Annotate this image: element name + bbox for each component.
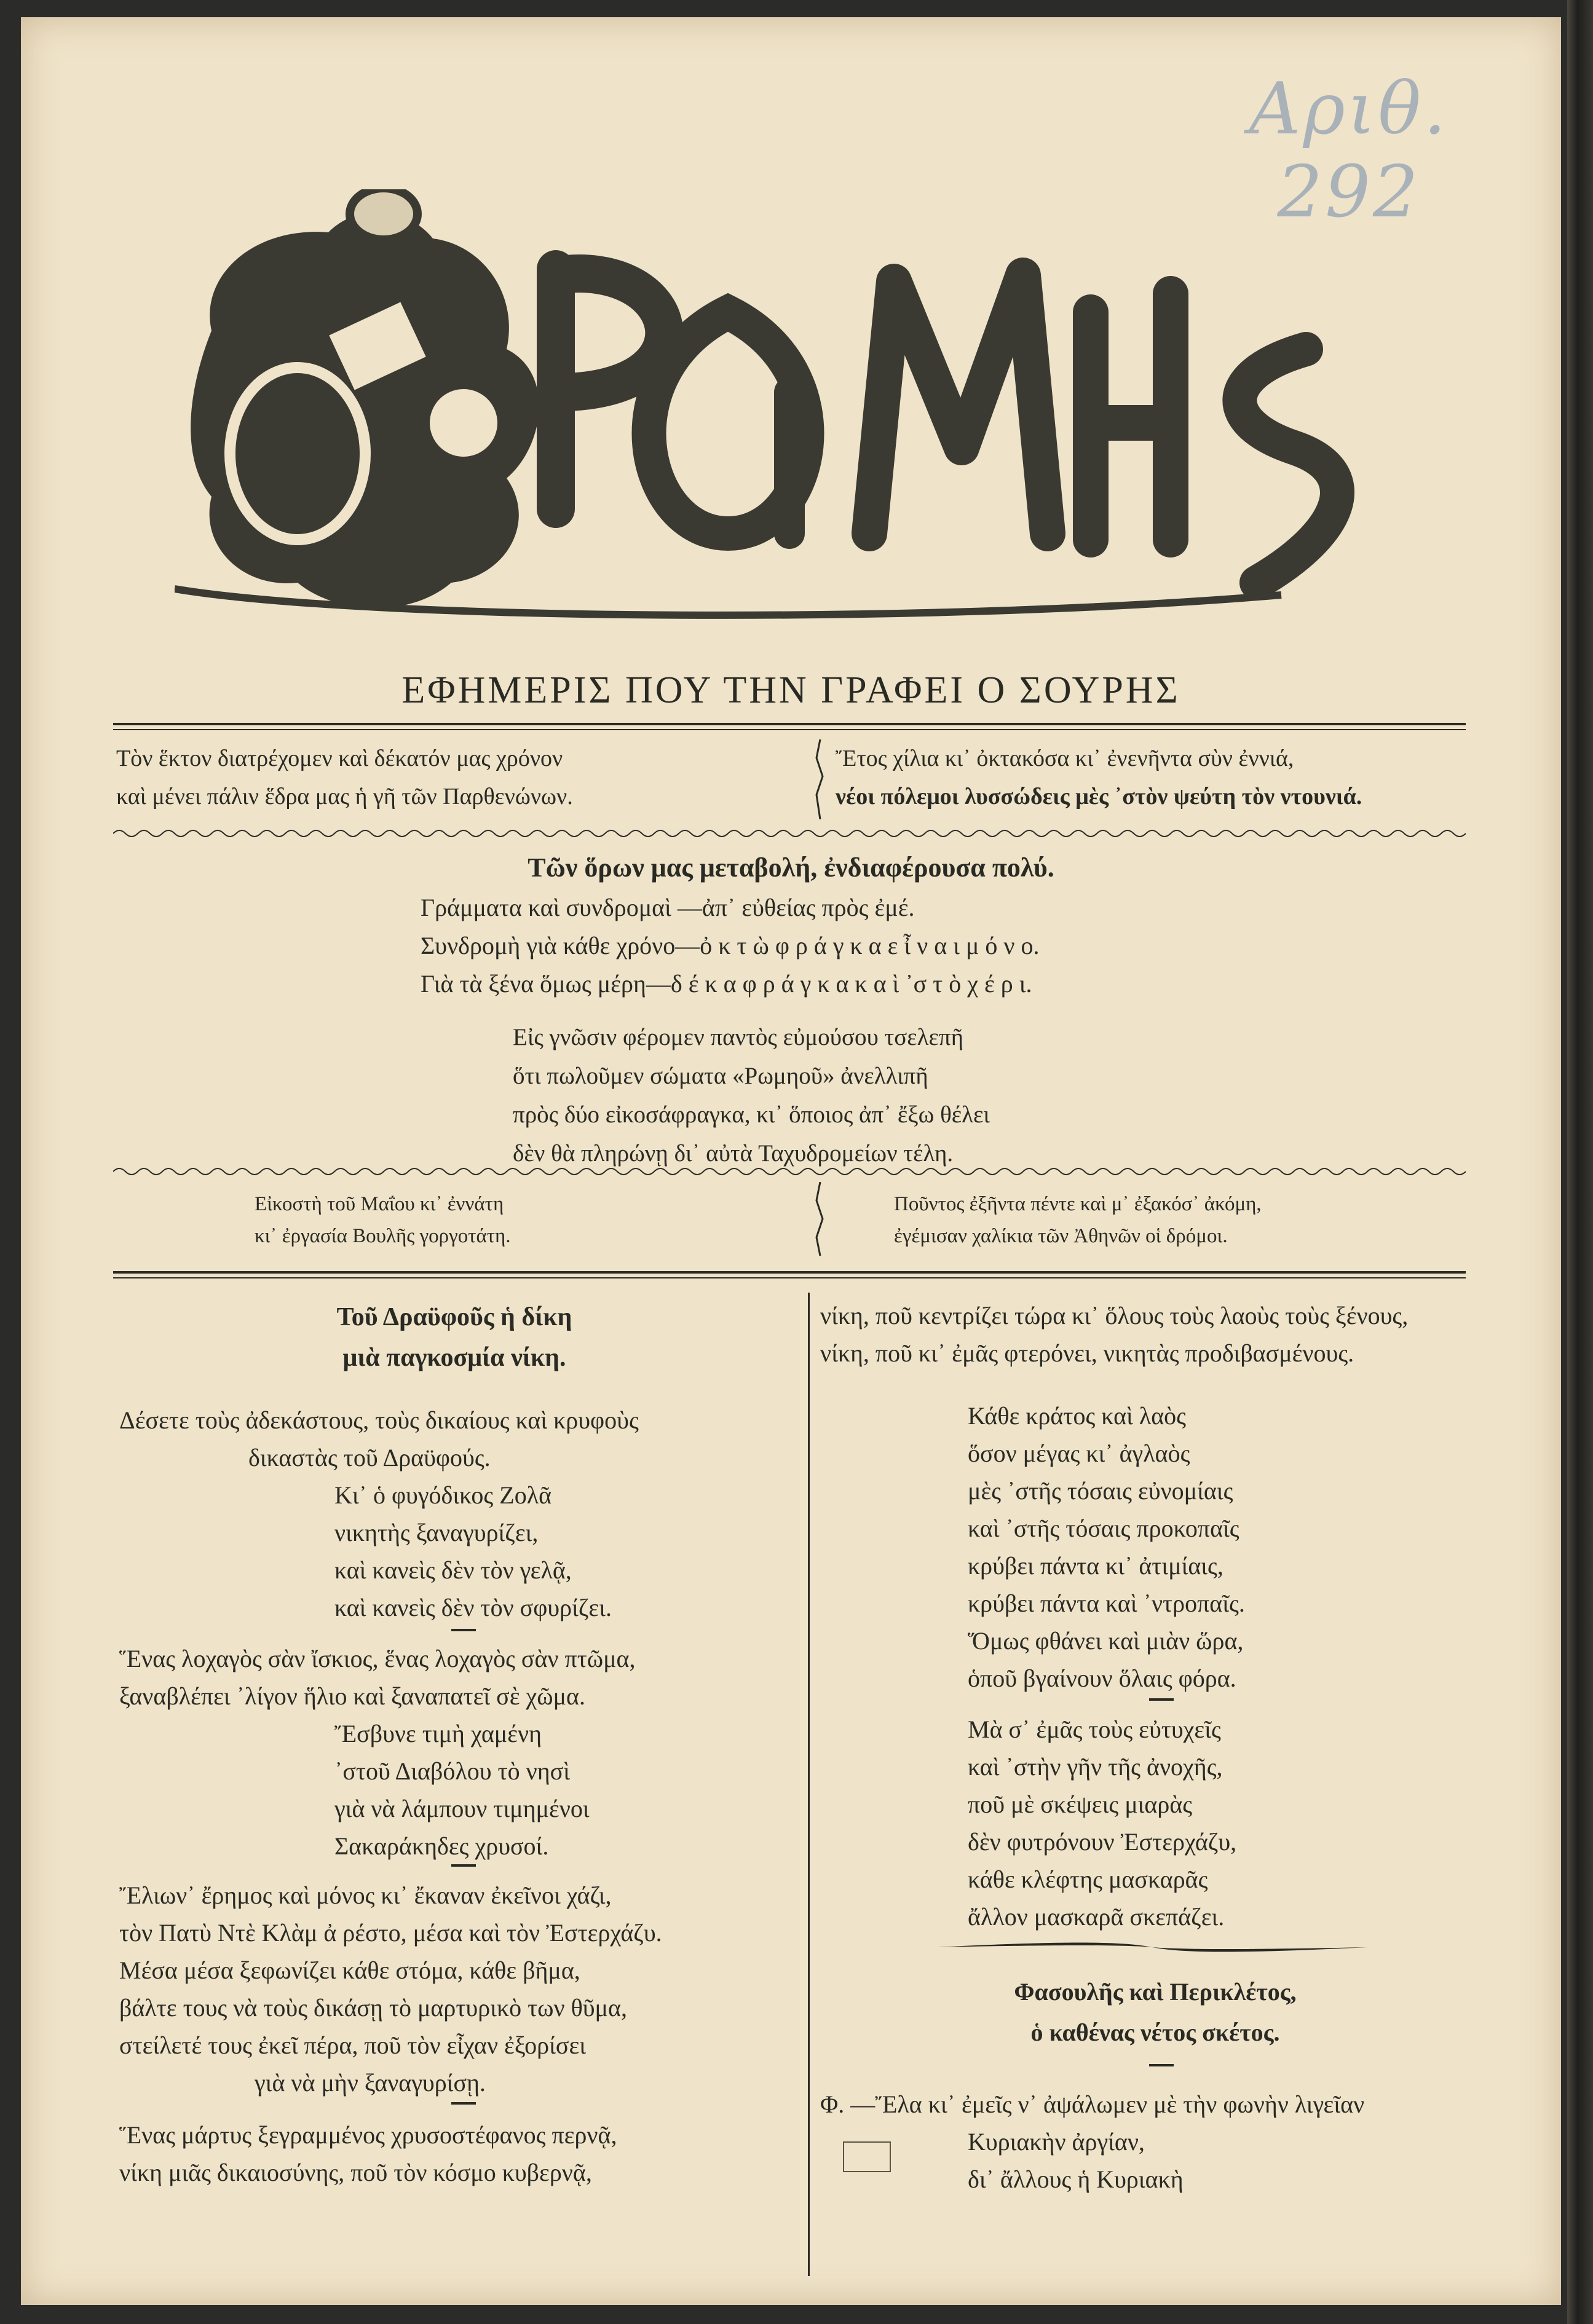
column-divider bbox=[808, 1293, 810, 2276]
poem-line: τὸν Πατὺ Ντὲ Κλὰμ ἀ ρέστο, μέσα καὶ τὸν Ἐστερχάζυ. bbox=[119, 1919, 662, 1947]
poem-line: νικητὴς ξαναγυρίζει, bbox=[334, 1519, 539, 1546]
date-left-line: κι᾽ ἐργασία Βουλῆς γοργοτάτη. bbox=[255, 1225, 511, 1247]
terms-line: Γράμματα καὶ συνδρομαὶ —ἀπ᾽ εὐθείας πρὸς ἐμέ. bbox=[421, 894, 915, 921]
wavy-rule bbox=[113, 827, 1466, 840]
poem-line: Δέσετε τοὺς ἀδεκάστους, τοὺς δικαίους καὶ κρυφοὺς bbox=[119, 1406, 639, 1434]
poem-line: Ὅμως φθάνει καὶ μιὰν ὥρα, bbox=[968, 1627, 1244, 1655]
stanza-divider bbox=[451, 2102, 476, 2105]
poem-line: Σακαράκηδες χρυσοί. bbox=[334, 1832, 549, 1860]
terms-block bbox=[421, 889, 1040, 1003]
date-separator bbox=[814, 1182, 826, 1256]
date-right-line: ἐγέμισαν χαλίκια τῶν Ἀθηνῶν οἱ δρόμοι. bbox=[894, 1225, 1228, 1247]
library-stamp bbox=[843, 2141, 891, 2172]
poem-line: ξαναβλέπει ᾿λίγον ἥλιο καὶ ξαναπατεῖ σὲ χῶμα. bbox=[119, 1682, 585, 1710]
poem-line: ποῦ μὲ σκέψεις μιαρὰς bbox=[968, 1790, 1193, 1818]
dialogue-title bbox=[814, 1972, 1496, 2053]
dialogue-line: δι᾽ ἄλλους ἡ Κυριακὴ bbox=[968, 2165, 1184, 2193]
header-left-block bbox=[116, 739, 573, 816]
dialogue-line: Φ. —Ἔλα κι᾽ ἐμεῖς ν᾽ ἀψάλωμεν μὲ τὴν φωνὴν λιγεῖαν bbox=[820, 2090, 1365, 2118]
header-right-line: νέοι πόλεμοι λυσσώδεις μὲς ᾿στὸν ψεύτη τὸν ντουνιά. bbox=[836, 784, 1362, 809]
header-separator bbox=[814, 739, 826, 819]
dialogue-text bbox=[820, 2086, 1364, 2198]
poem-line: δὲν φυτρόνουν Ἐστερχάζυ, bbox=[968, 1828, 1237, 1856]
terms-line: Συνδρομὴ γιὰ κάθε χρόνο—ὀ κ τ ὼ φ ρ ά γ κ α ε ἶ ν α ι μ ό ν ο. bbox=[421, 932, 1040, 959]
poem-line: ὁποῦ βγαίνουν ὅλαις φόρα. bbox=[968, 1664, 1236, 1692]
poem-line: κρύβει πάντα καὶ ᾿ντροπαῖς. bbox=[968, 1589, 1245, 1617]
poem-stanza bbox=[119, 1401, 639, 1626]
date-left-block bbox=[255, 1188, 511, 1252]
ornamental-divider bbox=[937, 1940, 1367, 1955]
poem-stanza bbox=[119, 1640, 636, 1865]
rule-mid-thin bbox=[113, 1277, 1466, 1278]
masthead-tagline: ΕΦΗΜΕΡΙΣ ΠΟΥ ΤΗΝ ΓΡΑΦΕΙ Ο ΣΟΥΡΗΣ bbox=[401, 669, 1180, 711]
shelfmark-annotation: Αριθ. 292 bbox=[1249, 68, 1449, 234]
poem-line: Ἔλιων᾽ ἔρημος καὶ μόνος κι᾽ ἔκαναν ἐκεῖνοι χάζι, bbox=[119, 1881, 612, 1909]
rule-top-thin bbox=[113, 729, 1466, 730]
poem-line: γιὰ νὰ λάμπουν τιμημένοι bbox=[334, 1795, 590, 1822]
binding-spine bbox=[1567, 0, 1593, 2324]
header-right-line: Ἔτος χίλια κι᾽ ὀκτακόσα κι᾽ ἐνενῆντα σὺν ἐννιά, bbox=[836, 746, 1294, 771]
poem-line: στείλετέ τους ἐκεῖ πέρα, ποῦ τὸν εἶχαν ἐξορίσει bbox=[119, 2031, 587, 2059]
stanza-divider bbox=[1149, 2064, 1174, 2066]
poem-line: καὶ κανεὶς δὲν τὸν γελᾷ, bbox=[334, 1556, 572, 1584]
poem-line: ᾿στοῦ Διαβόλου τὸ νησὶ bbox=[334, 1757, 570, 1785]
poem-line: δικαστὰς τοῦ Δραϋφούς. bbox=[248, 1444, 491, 1471]
notice-line: δὲν θὰ πληρώνῃ δι᾽ αὐτὰ Ταχυδρομείων τέλη. bbox=[513, 1140, 954, 1167]
poem-line: καὶ κανεὶς δὲν τὸν σφυρίζει. bbox=[334, 1594, 612, 1621]
date-left-line: Εἰκοστὴ τοῦ Μαΐου κι᾽ ἐννάτη bbox=[255, 1193, 504, 1215]
notice-line: πρὸς δύο εἰκοσάφραγκα, κι᾽ ὅποιος ἀπ᾽ ἔξω θέλει bbox=[513, 1101, 990, 1128]
poem-stanza bbox=[119, 1877, 662, 2101]
newspaper-page bbox=[21, 17, 1561, 2305]
poem-line: νίκη, ποῦ κεντρίζει τώρα κι᾽ ὅλους τοὺς λαοὺς τοὺς ξένους, bbox=[820, 1302, 1409, 1329]
article-title-line: Τοῦ Δραϋφοῦς ἡ δίκη bbox=[336, 1303, 572, 1331]
wavy-rule bbox=[113, 1165, 1466, 1178]
notice-line: ὅτι πωλοῦμεν σώματα «Ρωμηοῦ» ἀνελλιπῆ bbox=[513, 1063, 928, 1089]
notice-line: Εἰς γνῶσιν φέρομεν παντὸς εὐμούσου τσελεπῆ bbox=[513, 1024, 964, 1050]
article-title-line: μιὰ παγκοσμία νίκη. bbox=[342, 1344, 566, 1372]
poem-line: Ἕνας λοχαγὸς σὰν ἴσκιος, ἕνας λοχαγὸς σὰν πτῶμα, bbox=[119, 1645, 636, 1672]
date-right-block bbox=[894, 1188, 1262, 1252]
poem-line: Μὰ σ᾽ ἐμᾶς τοὺς εὐτυχεῖς bbox=[968, 1715, 1221, 1743]
dialogue-line: Κυριακὴν ἀργίαν, bbox=[968, 2128, 1145, 2156]
masthead-logo bbox=[175, 189, 1417, 644]
poem-line: Κάθε κράτος καὶ λαὸς bbox=[968, 1402, 1187, 1430]
poem-line: ἄλλον μασκαρᾶ σκεπάζει. bbox=[968, 1903, 1225, 1931]
poem-line: μὲς ᾿στῆς τόσαις εὐνομίαις bbox=[968, 1477, 1233, 1505]
notice-block bbox=[513, 1018, 990, 1173]
dialogue-title-line: Φασουλῆς καὶ Περικλέτος, bbox=[1014, 1978, 1297, 2006]
header-right-block bbox=[836, 739, 1362, 816]
poem-stanza bbox=[968, 1711, 1236, 1936]
stanza-divider bbox=[451, 1864, 476, 1867]
poem-line: νίκη, ποῦ κι᾽ ἐμᾶς φτερόνει, νικητὰς προδιβασμένους. bbox=[820, 1339, 1354, 1367]
rule-top bbox=[113, 723, 1466, 725]
dialogue-title-line: ὁ καθένας νέτος σκέτος. bbox=[1030, 2019, 1280, 2046]
poem-stanza bbox=[119, 2116, 617, 2191]
poem-stanza bbox=[968, 1397, 1245, 1697]
stanza-divider bbox=[1149, 1698, 1174, 1701]
poem-line: γιὰ νὰ μὴν ξαναγυρίσῃ. bbox=[255, 2069, 486, 2097]
header-left-line: καὶ μένει πάλιν ἕδρα μας ἡ γῆ τῶν Παρθενώνων. bbox=[116, 784, 573, 809]
poem-line: ὅσον μέγας κι᾽ ἀγλαὸς bbox=[968, 1440, 1190, 1467]
terms-line: Γιὰ τὰ ξένα ὅμως μέρη—δ έ κ α φ ρ ά γ κ α κ α ὶ ᾿σ τ ὸ χ έ ρ ι. bbox=[421, 970, 1032, 998]
poem-line: καὶ ᾿στῆς τόσαις προκοπαῖς bbox=[968, 1515, 1239, 1542]
header-left-line: Τὸν ἕκτον διατρέχομεν καὶ δέκατόν μας χρόνον bbox=[116, 746, 563, 771]
poem-line: Ἕνας μάρτυς ξεγραμμένος χρυσοστέφανος περνᾷ, bbox=[119, 2121, 617, 2149]
terms-heading: Τῶν ὅρων μας μεταβολή, ἐνδιαφέρουσα πολύ. bbox=[528, 853, 1054, 883]
rule-mid bbox=[113, 1271, 1466, 1274]
poem-line: κρύβει πάντα κι᾽ ἀτιμίαις, bbox=[968, 1552, 1223, 1580]
date-right-line: Ποῦντος ἐξῆντα πέντε καὶ μ᾽ ἐξακόσ᾽ ἀκόμη, bbox=[894, 1193, 1262, 1215]
poem-line: Ἔσβυνε τιμὴ χαμένη bbox=[334, 1720, 542, 1747]
article-title bbox=[113, 1297, 796, 1378]
poem-line: κάθε κλέφτης μασκαρᾶς bbox=[968, 1865, 1208, 1893]
poem-line: Κι᾽ ὁ φυγόδικος Ζολᾶ bbox=[334, 1481, 552, 1509]
poem-continuation bbox=[820, 1297, 1408, 1372]
poem-line: βάλτε τους νὰ τοὺς δικάσῃ τὸ μαρτυρικὸ των θῦμα, bbox=[119, 1994, 627, 2022]
poem-line: νίκη μιᾶς δικαιοσύνης, ποῦ τὸν κόσμο κυβερνᾷ, bbox=[119, 2159, 592, 2186]
stanza-divider bbox=[451, 1629, 476, 1631]
poem-line: Μέσα μέσα ξεφωνίζει κάθε στόμα, κάθε βῆμα, bbox=[119, 1956, 580, 1984]
poem-line: καὶ ᾿στὴν γῆν τῆς ἀνοχῆς, bbox=[968, 1753, 1223, 1781]
